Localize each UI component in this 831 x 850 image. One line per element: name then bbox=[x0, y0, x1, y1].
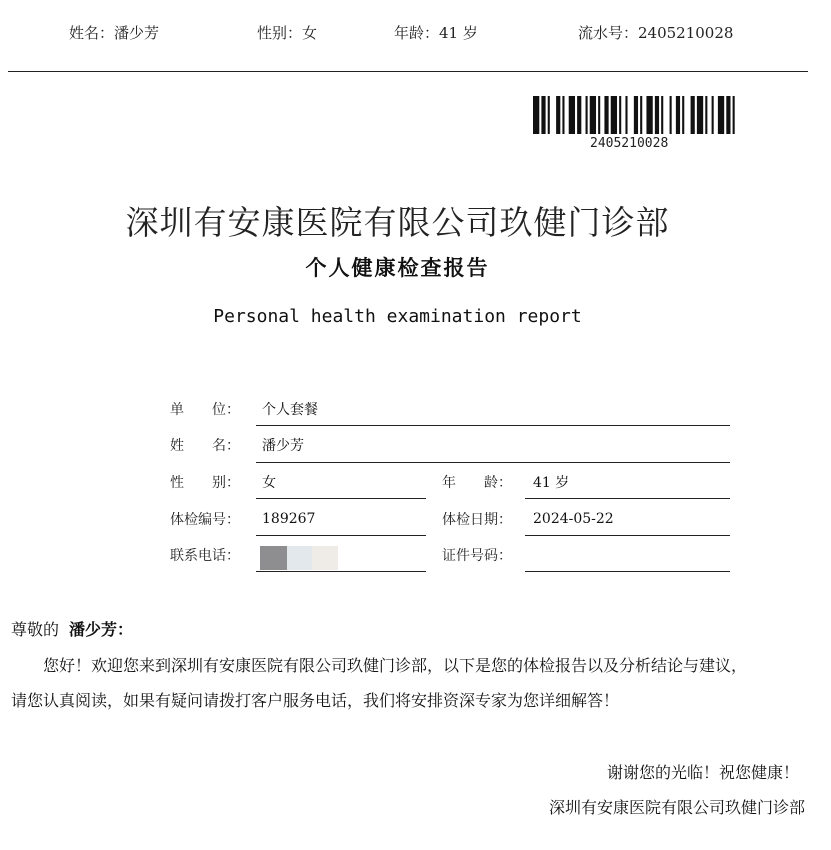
unit-label: 单 位： bbox=[170, 402, 240, 418]
exam-date-label: 体检日期： bbox=[442, 512, 512, 528]
barcode-number: 2405210028 bbox=[590, 136, 669, 151]
report-title-cn: 个人健康检查报告 bbox=[305, 255, 490, 280]
age-value: 41 岁 bbox=[533, 475, 570, 491]
name-value: 潘少芳 bbox=[262, 438, 304, 454]
unit-value: 个人套餐 bbox=[262, 402, 318, 418]
institution-title: 深圳有安康医院有限公司玖健门诊部 bbox=[125, 203, 670, 242]
name-label: 姓 名： bbox=[170, 438, 240, 454]
barcode-bar bbox=[611, 96, 617, 134]
greeting-prefix: 尊敬的 bbox=[11, 620, 60, 639]
barcode-bar bbox=[590, 96, 596, 134]
barcode-bar bbox=[562, 96, 564, 134]
name-underline bbox=[256, 462, 730, 463]
barcode-bar bbox=[661, 96, 663, 134]
barcode-bar bbox=[625, 96, 627, 134]
barcode-bar bbox=[541, 96, 545, 134]
barcode-bar bbox=[646, 96, 652, 134]
letter-body-line-2: 请您认真阅读，如果有疑问请拨打客户服务电话，我们将安排资深专家为您详细解答！ bbox=[11, 691, 620, 710]
barcode-bar bbox=[691, 96, 695, 134]
id-number-underline bbox=[525, 571, 730, 572]
header-serial-number: 流水号：2405210028 bbox=[578, 24, 734, 42]
barcode-bar bbox=[634, 96, 638, 134]
phone-underline bbox=[256, 571, 426, 572]
phone-redaction-1 bbox=[260, 546, 287, 570]
barcode-bar bbox=[670, 96, 672, 134]
header-divider bbox=[8, 71, 808, 72]
gender-underline bbox=[256, 498, 426, 499]
report-title-en: Personal health examination report bbox=[213, 306, 582, 327]
header-age: 年龄：41 岁 bbox=[394, 24, 478, 42]
greeting-name: 潘少芳： bbox=[69, 620, 134, 639]
letter-signature: 深圳有安康医院有限公司玖健门诊部 bbox=[548, 798, 805, 817]
letter-body-line-1: 您好！欢迎您来到深圳有安康医院有限公司玖健门诊部，以下是您的体检报告以及分析结论与建议， bbox=[43, 656, 748, 675]
barcode-bar bbox=[682, 96, 684, 134]
age-underline bbox=[525, 498, 730, 499]
exam-date-value: 2024-05-22 bbox=[533, 511, 614, 527]
barcode-bar bbox=[718, 96, 724, 134]
phone-redaction-3 bbox=[312, 546, 338, 570]
barcode-bar bbox=[577, 96, 581, 134]
letter-closing: 谢谢您的光临！祝您健康！ bbox=[606, 763, 799, 782]
barcode-bar bbox=[619, 96, 621, 134]
header-patient-name: 姓名：潘少芳 bbox=[69, 24, 160, 42]
phone-label: 联系电话： bbox=[170, 548, 240, 564]
exam-number-label: 体检编号： bbox=[170, 512, 240, 528]
barcode-bar bbox=[697, 96, 703, 134]
age-label: 年 龄： bbox=[442, 475, 512, 491]
barcode-bar bbox=[556, 96, 560, 134]
id-number-label: 证件号码： bbox=[442, 548, 512, 564]
barcode-bar bbox=[733, 96, 735, 134]
barcode-bar bbox=[604, 96, 608, 134]
barcode-bar bbox=[726, 96, 730, 134]
unit-underline bbox=[256, 425, 730, 426]
barcode-bar bbox=[598, 96, 600, 134]
barcode-bar bbox=[586, 96, 588, 134]
exam-number-value: 189267 bbox=[262, 511, 316, 527]
phone-redaction-2 bbox=[287, 546, 312, 570]
barcode-bar bbox=[705, 96, 707, 134]
barcode-bar bbox=[533, 96, 539, 134]
barcode-image bbox=[533, 96, 741, 134]
barcode-bar bbox=[640, 96, 642, 134]
barcode-bar bbox=[569, 96, 575, 134]
barcode-bar bbox=[548, 96, 550, 134]
barcode-bar bbox=[655, 96, 659, 134]
barcode-bar bbox=[676, 96, 680, 134]
greeting bbox=[11, 617, 133, 640]
exam-number-underline bbox=[256, 535, 426, 536]
exam-date-underline bbox=[525, 535, 730, 536]
barcode-bar bbox=[712, 96, 714, 134]
header-gender: 性别：女 bbox=[257, 24, 318, 42]
gender-label: 性 别： bbox=[170, 475, 240, 491]
gender-value: 女 bbox=[262, 475, 276, 491]
